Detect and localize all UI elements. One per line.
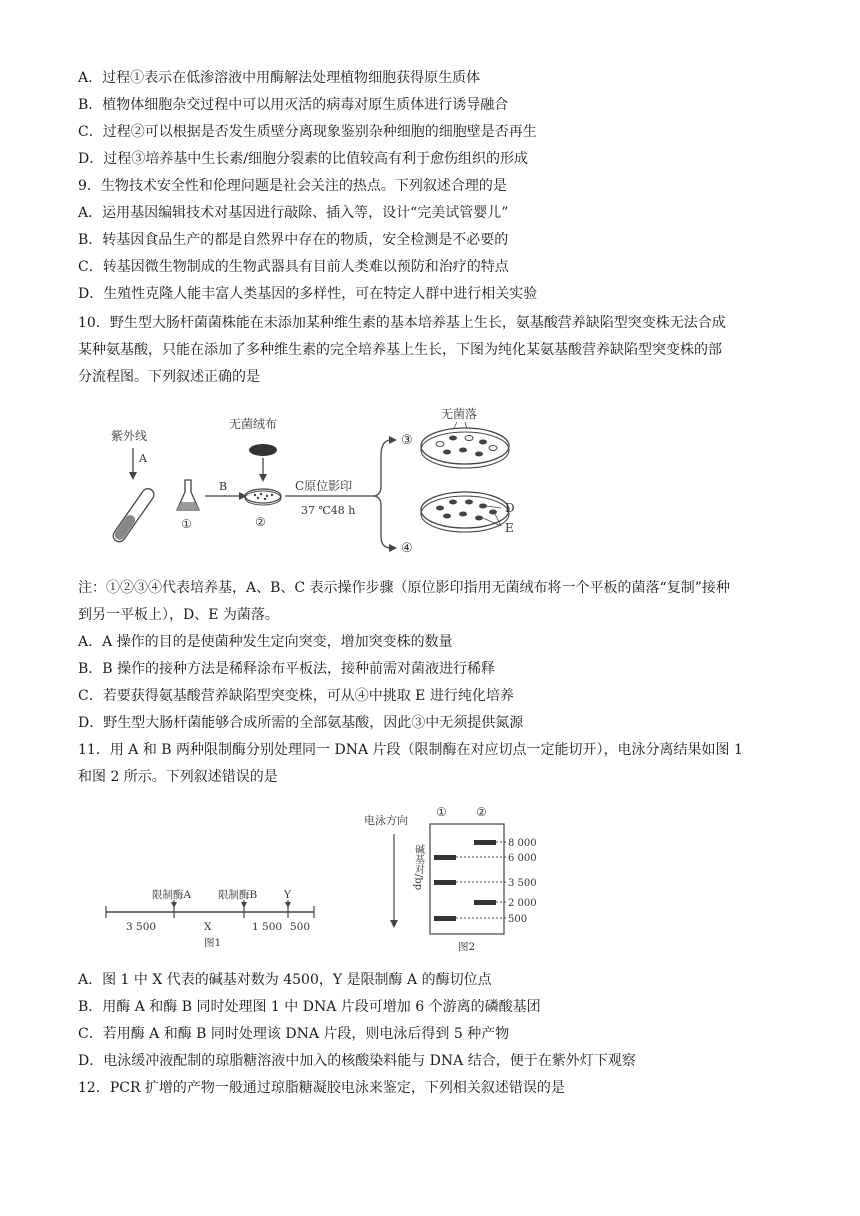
q11-option-a: A．图 1 中 X 代表的碱基对数为 4500，Y 是限制酶 A 的酶切位点	[78, 972, 492, 988]
q12-stem: 12．PCR 扩增的产物一般通过琼脂糖凝胶电泳来鉴定，下列相关叙述错误的是	[78, 1080, 565, 1096]
condition-label: 37 ℃48 h	[301, 504, 356, 517]
step-b-label: B	[219, 480, 228, 493]
band-lane1-6000	[434, 855, 456, 860]
lane-2-label: ②	[476, 805, 487, 819]
q10-option-d: D．野生型大肠杆菌能够合成所需的全部氨基酸，因此③中无须提供氮源	[78, 715, 524, 731]
colony-d-label: D	[505, 501, 515, 515]
q10-stem-line2: 某种氨基酸，只能在添加了多种维生素的完全培养基上生长，下图为纯化某氨基酸营养缺陷型突变株的部	[78, 342, 722, 358]
enzyme-a-label: 限制酶A	[152, 889, 192, 901]
q8-option-d: D．过程③培养基中生长素/细胞分裂素的比值较高有利于愈伤组织的形成	[78, 151, 528, 167]
lane-1-label: ①	[436, 805, 447, 819]
q10-figure	[95, 398, 535, 558]
q9-option-a: A．运用基因编辑技术对基因进行敲除、插入等，设计“完美试管婴儿”	[78, 205, 509, 221]
segment-4-length: 500	[290, 921, 311, 933]
band-label-8000: 8 000	[508, 838, 537, 849]
q8-option-c: C．过程②可以根据是否发生质壁分离现象鉴别杂种细胞的细胞壁是否再生	[78, 124, 537, 140]
q11-figure-2	[360, 796, 560, 956]
q10-option-c: C．若要获得氨基酸营养缺陷型突变株，可从④中挑取 E 进行纯化培养	[78, 688, 514, 704]
band-lane2-2000	[474, 900, 496, 905]
direction-label: 电泳方向	[364, 814, 408, 827]
q11-stem-line2: 和图 2 所示。下列叙述错误的是	[78, 769, 278, 785]
colony-e-label: E	[505, 521, 514, 535]
q11-option-d: D．电泳缓冲液配制的琼脂糖溶液中加入的核酸染料能与 DNA 结合，便于在紫外灯下观察	[78, 1053, 636, 1069]
q9-stem: 9．生物技术安全性和伦理问题是社会关注的热点。下列叙述合理的是	[78, 178, 507, 194]
band-label-3500: 3 500	[508, 878, 537, 889]
segment-x-label: X	[204, 921, 212, 933]
enzyme-b-label: 限制酶B	[218, 889, 258, 901]
medium-3-label: ③	[401, 433, 413, 448]
test-tube	[111, 486, 156, 544]
segment-1-length: 3 500	[126, 921, 157, 933]
q10-note-line2: 到另一平板上），D、E 为菌落。	[78, 607, 279, 623]
flask-1	[177, 480, 199, 510]
band-lane1-500	[434, 916, 456, 921]
no-colony-label: 无菌落	[441, 407, 478, 421]
gel-ylabel: 碱基对/bp	[412, 844, 424, 891]
uv-label: 紫外线	[111, 429, 148, 443]
figure-2-caption: 图2	[458, 941, 476, 953]
q10-stem-line3: 分流程图。下列叙述正确的是	[78, 369, 260, 385]
medium-1-label: ①	[181, 517, 192, 531]
uv-arrowhead	[129, 472, 137, 480]
q10-option-a: A．A 操作的目的是使菌种发生定向突变，增加突变株的数量	[78, 634, 453, 650]
band-lane1-3500	[434, 880, 456, 885]
q9-option-b: B．转基因食品生产的都是自然界中存在的物质，安全检测是不必要的	[78, 232, 509, 248]
band-label-6000: 6 000	[508, 853, 537, 864]
band-label-500: 500	[508, 914, 528, 925]
figure-1-caption: 图1	[204, 937, 222, 949]
site-y-label: Y	[284, 889, 291, 901]
q11-option-c: C．若用酶 A 和酶 B 同时处理该 DNA 片段，则电泳后得到 5 种产物	[78, 1026, 510, 1042]
medium-2-label: ②	[255, 515, 266, 529]
q8-option-a: A．过程①表示在低渗溶液中用酶解法处理植物细胞获得原生质体	[78, 70, 481, 86]
q11-stem-line1: 11．用 A 和 B 两种限制酶分别处理同一 DNA 片段（限制酶在对应切点一定能切开），电泳分离结果如图 1	[78, 742, 743, 758]
q10-option-b: B．B 操作的接种方法是稀释涂布平板法，接种前需对菌液进行稀释	[78, 661, 496, 677]
q9-option-d: D．生殖性克隆人能丰富人类基因的多样性，可在特定人群中进行相关实验	[78, 286, 538, 302]
q11-figure-1	[100, 850, 325, 960]
plate-3	[421, 428, 509, 468]
q8-option-b: B．植物体细胞杂交过程中可以用灭活的病毒对原生质体进行诱导融合	[78, 97, 509, 113]
branch-brace	[373, 440, 391, 548]
q11-option-b: B．用酶 A 和酶 B 同时处理图 1 中 DNA 片段可增加 6 个游离的磷酸基团	[78, 999, 541, 1015]
velvet-label: 无菌绒布	[229, 417, 278, 431]
segment-3-length: 1 500	[252, 921, 283, 933]
plate-4	[421, 492, 509, 532]
band-label-2000: 2 000	[508, 898, 537, 909]
plate-2	[245, 489, 281, 505]
velvet-pad	[249, 444, 277, 456]
q9-option-c: C．转基因微生物制成的生物武器具有目前人类难以预防和治疗的特点	[78, 259, 509, 275]
step-a-label: A	[139, 452, 147, 465]
band-lane2-8000	[474, 840, 496, 845]
medium-4-label: ④	[401, 541, 413, 556]
q10-note-line1: 注：①②③④代表培养基，A、B、C 表示操作步骤（原位影印指用无菌绒布将一个平板的菌落“复制”接种	[78, 580, 730, 596]
step-c-label: C原位影印	[295, 479, 353, 493]
q10-stem-line1: 10．野生型大肠杆菌菌株能在未添加某种维生素的基本培养基上生长，氨基酸营养缺陷型突变株无法合成	[78, 315, 726, 331]
